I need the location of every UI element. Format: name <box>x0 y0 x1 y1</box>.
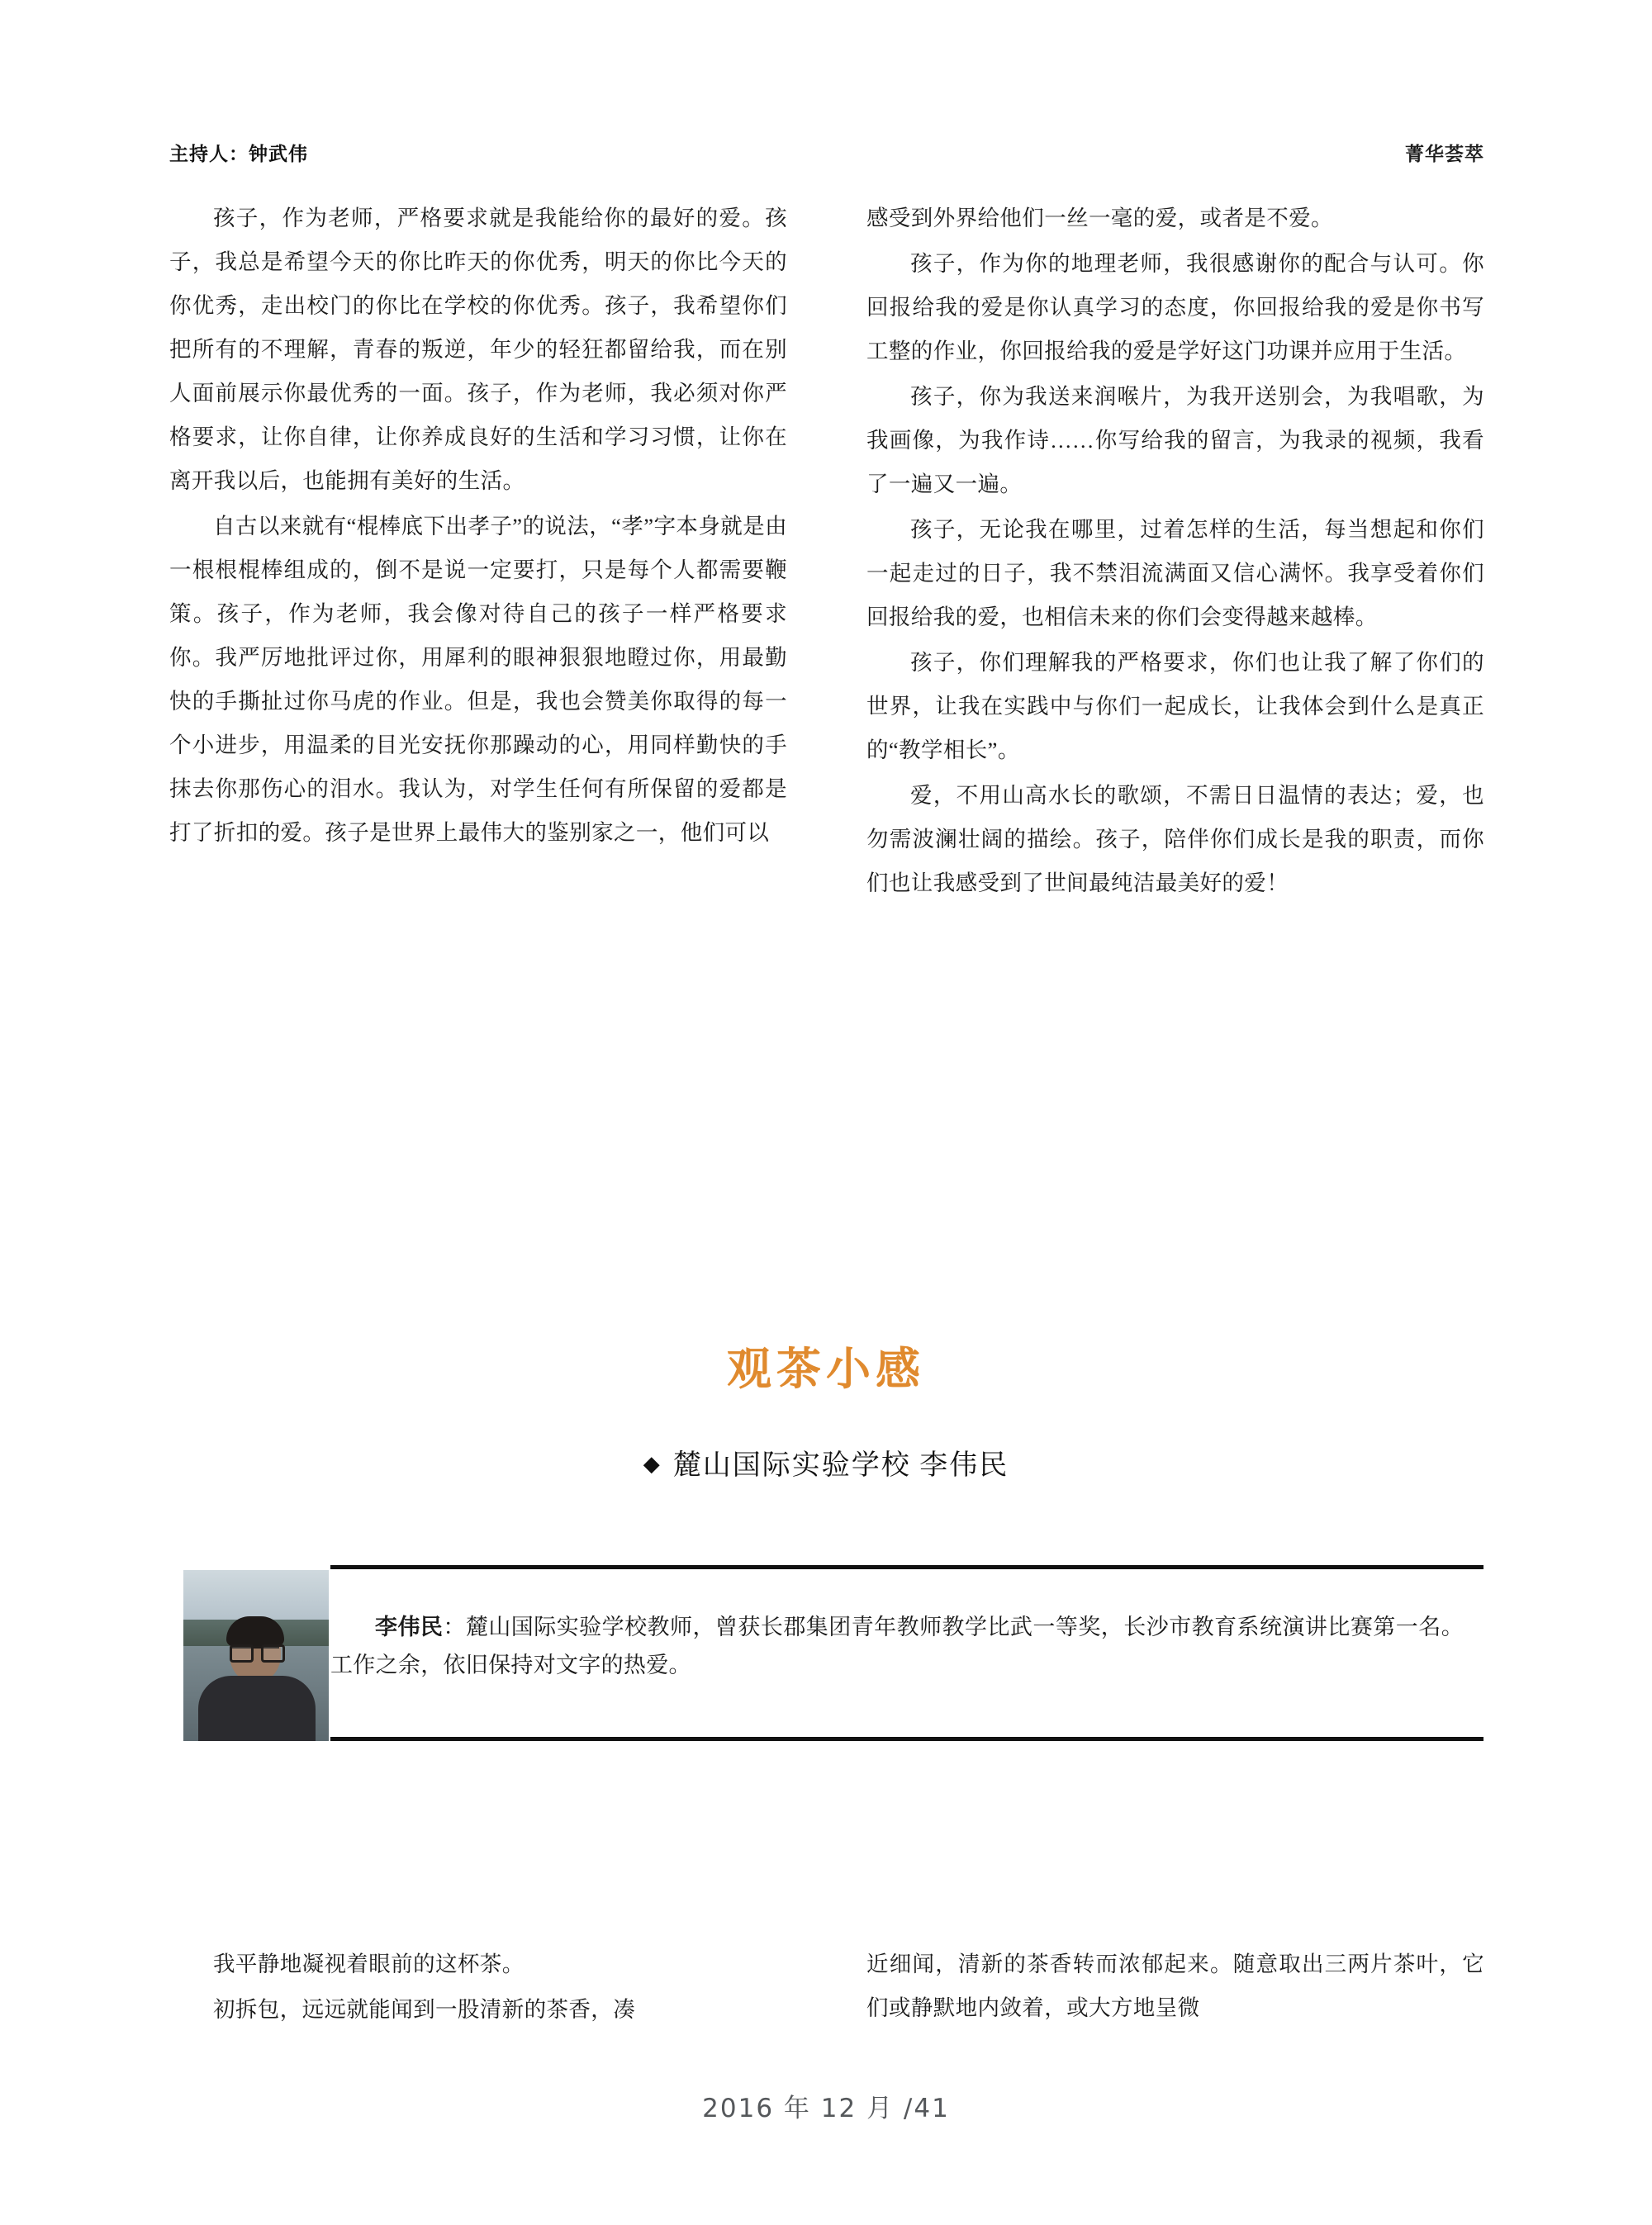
bio-description: ：麓山国际实验学校教师，曾获长郡集团青年教师教学比武一等奖，长沙市教育系统演讲比赛第一名。工作之余，依旧保持对文字的热爱。 <box>330 1615 1464 1677</box>
paragraph: 孩子，无论我在哪里，过着怎样的生活，每当想起和你们一起走过的日子，我不禁泪流满面又信心满怀。我享受着你们回报给我的爱，也相信未来的你们会变得越来越棒。 <box>866 517 1484 629</box>
paragraph: 近细闻，清新的茶香转而浓郁起来。随意取出三两片茶叶，它们或静默地内敛着，或大方地呈微 <box>866 1952 1484 2020</box>
running-head <box>169 139 1484 166</box>
article-top-left-column <box>169 197 787 907</box>
article-title: 观茶小感 <box>727 1343 925 1395</box>
running-head-right: 菁华荟萃 <box>1405 144 1484 165</box>
photo-glasses-right <box>261 1644 285 1663</box>
bio-paragraph <box>330 1608 1464 1684</box>
paragraph: 孩子，作为老师，严格要求就是我能给你的最好的爱。孩子，我总是希望今天的你比昨天的你优秀，明天的你比今天的你优秀，走出校门的你比在学校的你优秀。孩子，我希望你们把所有的不理解，青春的叛逆，年少的轻狂都留给我，而在别人面前展示你最优秀的一面。孩子，作为老师，我必须对你严格要求，让你自律，让你养成良好的生活和学习习惯，让你在离开我以后，也能拥有美好的生活。 <box>169 206 787 493</box>
author-bio-box <box>183 1565 1483 1743</box>
bio-author-name: 李伟民 <box>375 1615 444 1639</box>
article-top-right-column <box>866 197 1484 907</box>
photo-torso <box>198 1676 316 1741</box>
author-photo <box>183 1570 329 1741</box>
paragraph: 自古以来就有“棍棒底下出孝子”的说法，“孝”字本身就是由一根根棍棒组成的，倒不是说一定要打，只是每个人都需要鞭策。孩子，作为老师，我会像对待自己的孩子一样严格要求你。我严厉地批评过你，用犀利的眼神狠狠地瞪过你，用最勤快的手撕扯过你马虎的作业。但是，我也会赞美你取得的每一个小进步，用温柔的目光安抚你那躁动的心，用同样勤快的手抹去你那伤心的泪水。我认为，对学生任何有所保留的爱都是打了折扣的爱。孩子是世界上最伟大的鉴别家之一，他们可以 <box>169 514 787 845</box>
paragraph: 孩子，作为你的地理老师，我很感谢你的配合与认可。你回报给我的爱是你认真学习的态度，你回报给我的爱是你书写工整的作业，你回报给我的爱是学好这门功课并应用于生活。 <box>866 251 1484 363</box>
article-byline-text: 麓山国际实验学校 李伟民 <box>672 1450 1009 1481</box>
bio-top-rule <box>330 1565 1483 1569</box>
article-bottom-right-column <box>866 1943 1484 2033</box>
page-footer: 2016 年 12 月 /41 <box>702 2094 950 2123</box>
paragraph: 孩子，你为我送来润喉片，为我开送别会，为我唱歌，为我画像，为我作诗……你写给我的留言，为我录的视频，我看了一遍又一遍。 <box>866 384 1484 496</box>
running-head-left: 主持人：钟武伟 <box>169 144 308 165</box>
article-top-columns <box>169 197 1484 907</box>
article-bottom-columns <box>169 1943 1484 2033</box>
paragraph: 初拆包，远远就能闻到一股清新的茶香，凑 <box>213 1997 636 2022</box>
photo-hair <box>226 1616 284 1646</box>
article-heading-block <box>0 1334 1652 1483</box>
article-bottom-left-column <box>169 1943 787 2033</box>
article-byline <box>0 1442 1652 1483</box>
photo-glasses-left <box>230 1644 254 1663</box>
paragraph: 我平静地凝视着眼前的这杯茶。 <box>213 1952 525 1976</box>
author-bio-text <box>330 1572 1483 1741</box>
paragraph: 感受到外界给他们一丝一毫的爱，或者是不爱。 <box>866 206 1333 230</box>
paragraph: 爱，不用山高水长的歌颂，不需日日温情的表达；爱，也勿需波澜壮阔的描绘。孩子，陪伴你们成长是我的职责，而你们也让我感受到了世间最纯洁最美好的爱！ <box>866 783 1484 895</box>
paragraph: 孩子，你们理解我的严格要求，你们也让我了解了你们的世界，让我在实践中与你们一起成长，让我体会到什么是真正的“教学相长”。 <box>866 650 1484 762</box>
diamond-bullet-icon: ◆ <box>643 1452 662 1476</box>
